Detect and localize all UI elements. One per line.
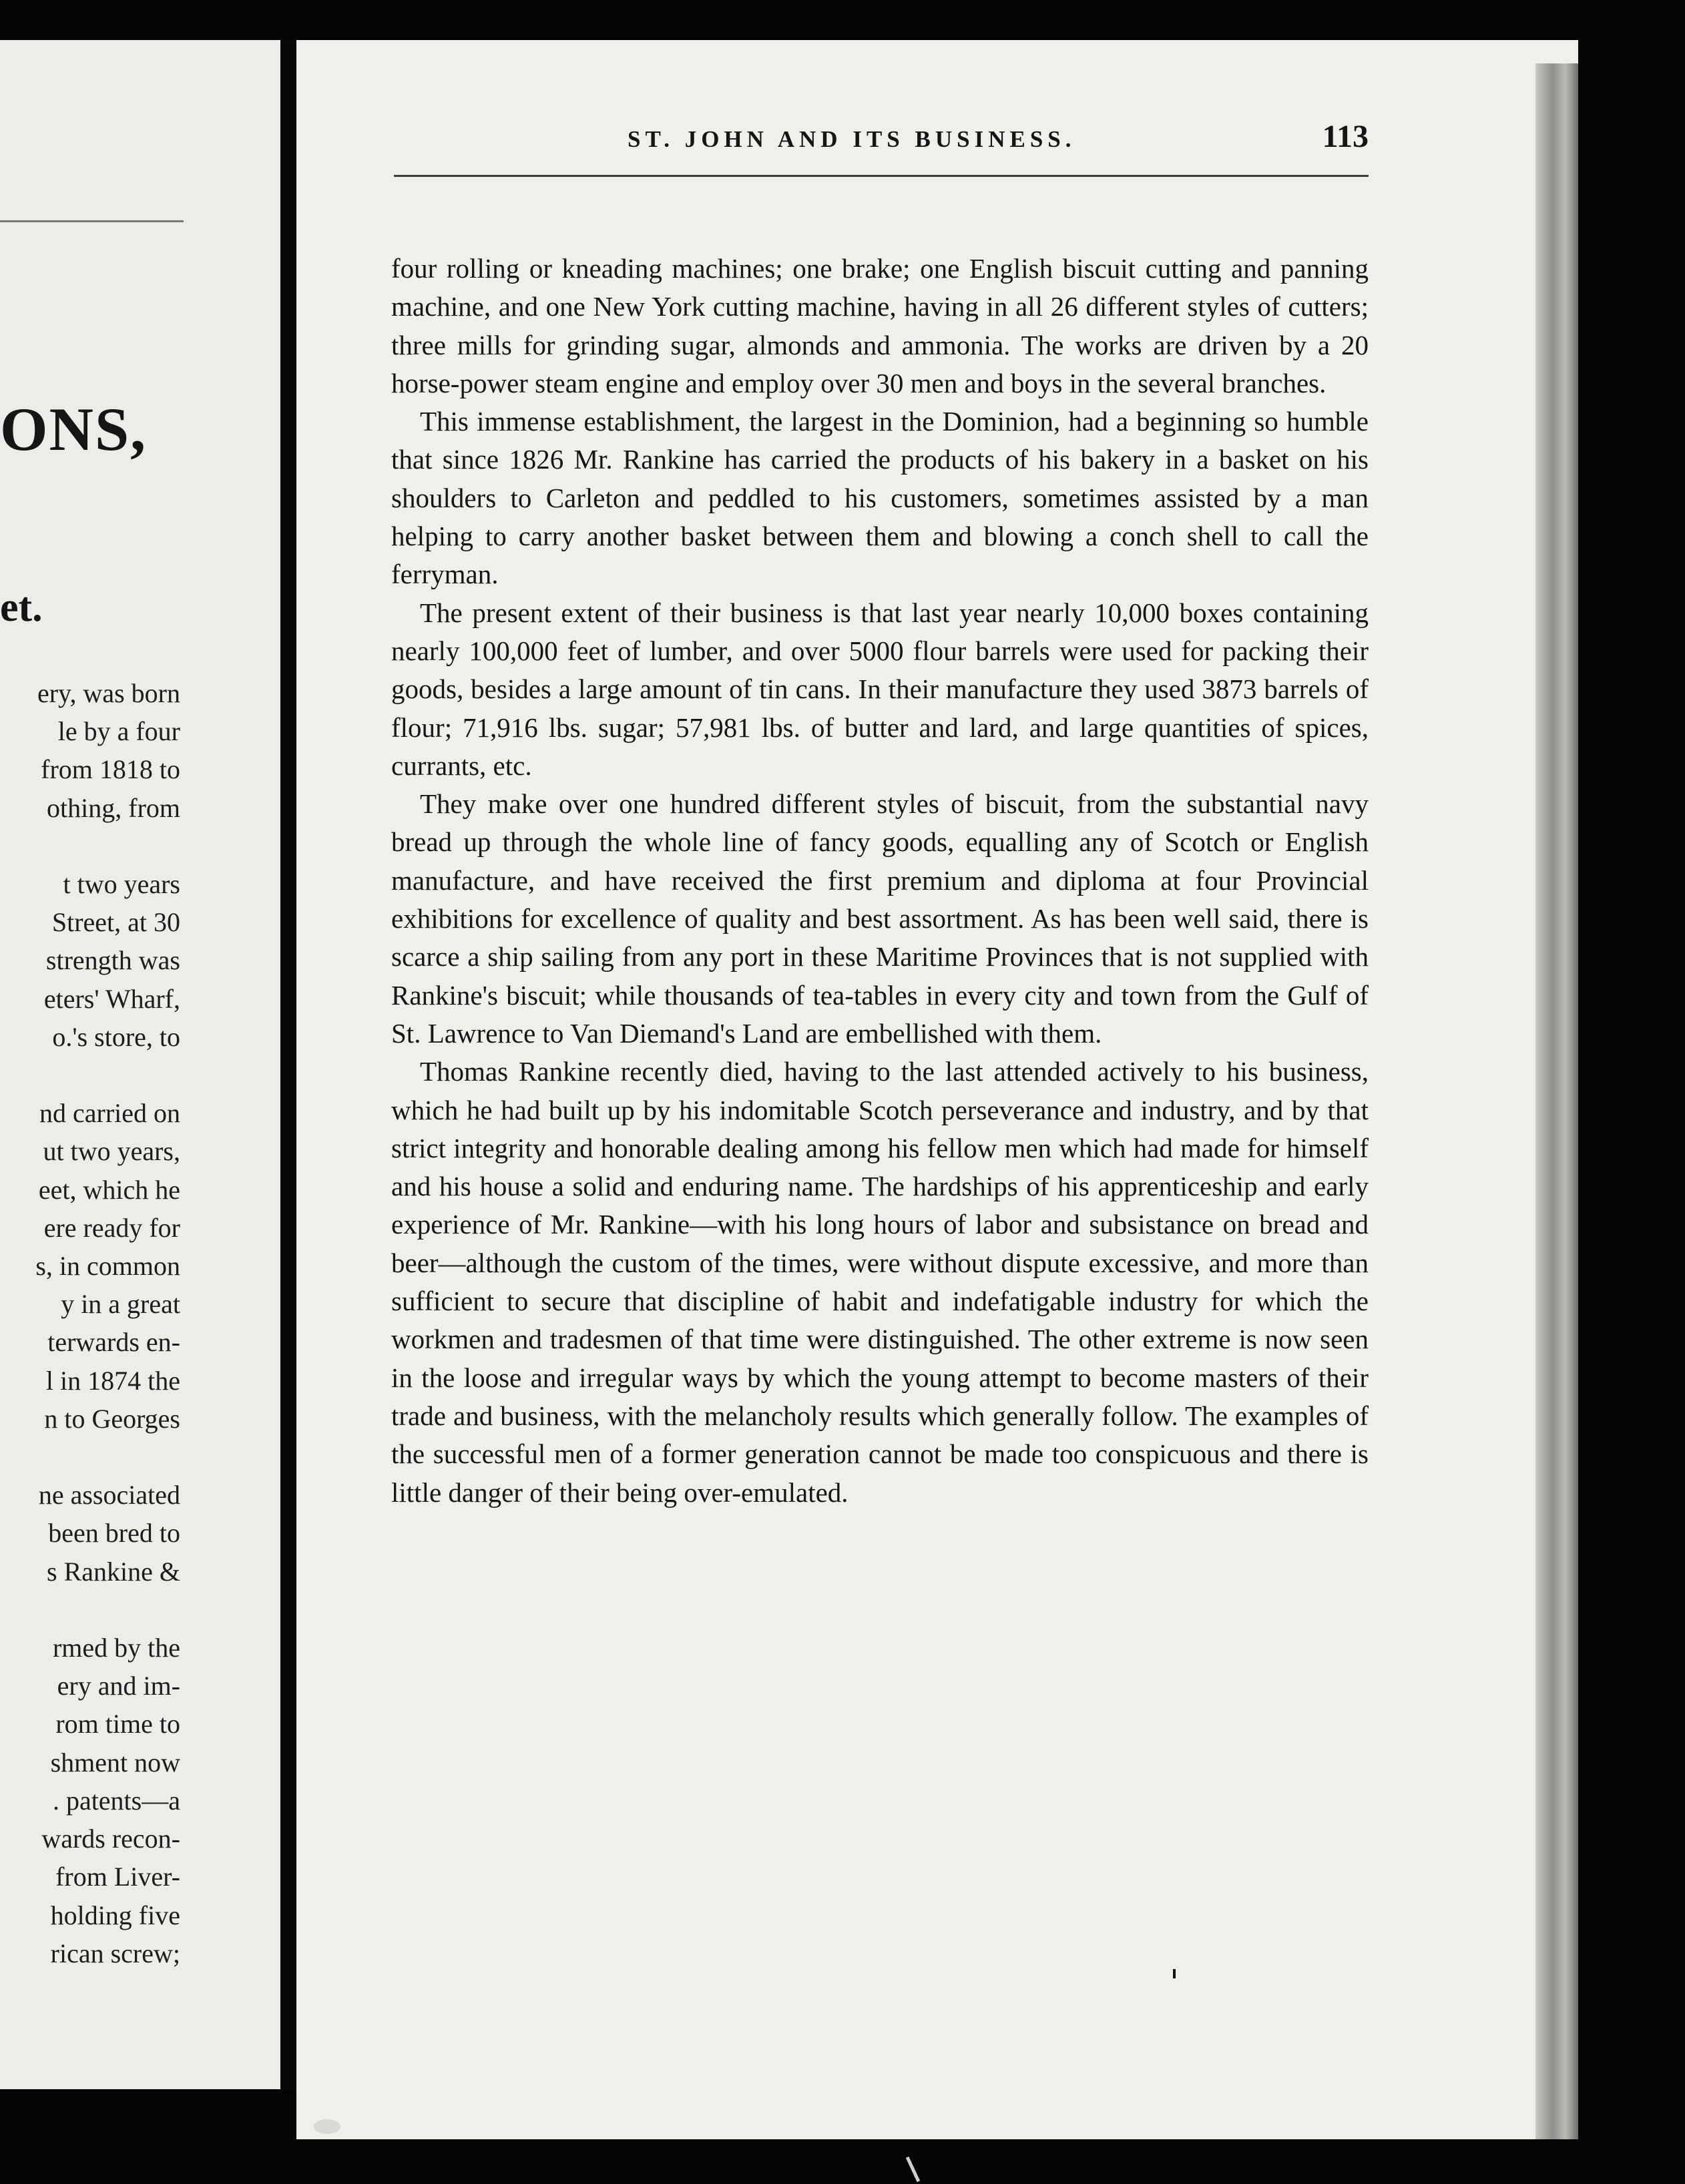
running-header xyxy=(381,118,1369,155)
left-page-line: rom time to xyxy=(55,1709,180,1739)
left-page-line: Street, at 30 xyxy=(51,907,180,938)
page-edge-shadow xyxy=(1535,63,1578,2139)
paragraph: They make over one hundred different styles of biscuit, from the substantial navy bread up through the whole line of fancy goods, equalling any of Scotch or English manufacture, and have received the first premium and diploma at four Provincial exhibitions for excellence of quality and best assortment. As has been well said, there is scarce a ship sailing from any port in these Maritime Provinces that is not supplied with Rankine's biscuit; while thousands of tea-tables in every city and town from the Gulf of St. Lawrence to Van Diemand's Land are embellished with them. xyxy=(391,788,1369,1049)
left-page-line: from 1818 to xyxy=(41,754,180,785)
body-text xyxy=(391,250,1369,1512)
running-title: ST. JOHN AND ITS BUSINESS. xyxy=(628,126,1076,152)
left-page-line xyxy=(0,1056,180,1094)
left-page-line: y in a great xyxy=(61,1289,180,1320)
left-page-line: ery and im- xyxy=(57,1671,180,1701)
left-page-line: l in 1874 the xyxy=(45,1365,180,1396)
left-page-line: rican screw; xyxy=(50,1938,180,1968)
paragraph: Thomas Rankine recently died, having to the last attended actively to his business, which he had built up by his indomitable Scotch perseverance and industry, and by that strict integrity and honorable dealing among his fellow men which had made for himself and his house a solid and enduring name. The hardships of his apprenticeship and early experience of Mr. Rankine—with his long hours of labor and subsistance on bread and beer—although the custom of the times, were without dispute excessive, and more than sufficient to secure that discipline of habit and indefatigable industry for which the workmen and tradesmen of that time were distinguished. The other extreme is now seen in the loose and irregular ways by which the young attempt to become masters of their trade and business, with the melancholy results which generally follow. The examples of the successful men of a former generation cannot be made too conspicuous and there is little danger of their being over-emulated. xyxy=(391,1056,1369,1508)
left-page-line: eet, which he xyxy=(38,1174,180,1205)
scan-scratch xyxy=(906,2157,920,2182)
left-page-line: shment now xyxy=(50,1747,180,1778)
left-page-line: o.'s store, to xyxy=(52,1021,180,1052)
left-page-line: s, in common xyxy=(35,1251,180,1282)
left-page-line: ere ready for xyxy=(43,1212,180,1243)
left-page-line: rmed by the xyxy=(52,1633,180,1663)
header-rule xyxy=(394,175,1369,177)
left-page-text-column xyxy=(0,674,180,1972)
left-page-line: ne associated xyxy=(38,1480,180,1511)
paragraph: The present extent of their business is that last year nearly 10,000 boxes containing nearly 100,000 feet of lumber, and over 5000 flour barrels were used for packing their goods, besides a large amount of tin cans. In their manufacture they used 3873 barrels of flour; 71,916 lbs. sugar; 57,981 lbs. of butter and lard, and large quantities of spices, currants, etc. xyxy=(391,597,1369,781)
left-page-line: eters' Wharf, xyxy=(43,983,180,1014)
left-page-line: terwards en- xyxy=(47,1327,180,1358)
left-page-line: othing, from xyxy=(47,792,180,823)
book-gutter xyxy=(280,40,296,2089)
left-page-line: from Liver- xyxy=(55,1862,180,1892)
left-page-line: s Rankine & xyxy=(47,1556,180,1587)
left-page-line: nd carried on xyxy=(39,1098,180,1129)
paragraph: four rolling or kneading machines; one brake; one English biscuit cutting and panning machine, and one New York cutting machine, having in all 26 different styles of cutters; three mills for grinding sugar, almonds and ammonia. The works are driven by a 20 horse-power steam engine and employ over 30 men and boys in the several branches. xyxy=(391,253,1369,398)
scan-smudge xyxy=(314,2119,340,2134)
paragraph: This immense establishment, the largest in the Dominion, had a beginning so humble that since 1826 Mr. Rankine has carried the products of his bakery in a basket on his shoulders to Carleton and peddled to his customers, sometimes assisted by a man helping to carry another basket between them and blowing a conch shell to call the ferryman. xyxy=(391,406,1369,590)
left-page-rule xyxy=(0,220,184,222)
left-page-line: le by a four xyxy=(57,716,180,747)
page-number: 113 xyxy=(1322,119,1369,154)
left-page-line: wards recon- xyxy=(41,1824,180,1854)
left-page-line: n to Georges xyxy=(44,1403,180,1434)
left-page-line: holding five xyxy=(50,1900,180,1930)
left-page-heading: ONS, xyxy=(0,395,148,463)
left-page-line: ery, was born xyxy=(37,678,180,708)
left-page-line: strength was xyxy=(45,945,180,976)
left-page-line xyxy=(0,1591,180,1629)
left-page-subheading: et. xyxy=(0,585,43,630)
left-page-line xyxy=(0,1438,180,1476)
left-page-line: . patents—a xyxy=(52,1785,180,1816)
left-page-line: ut two years, xyxy=(43,1136,180,1167)
left-page-line xyxy=(0,827,180,865)
left-page-line: been bred to xyxy=(48,1518,180,1549)
ink-speck xyxy=(1173,1969,1176,1978)
left-page-line: t two years xyxy=(63,869,180,900)
left-page-fragment xyxy=(0,40,280,2089)
